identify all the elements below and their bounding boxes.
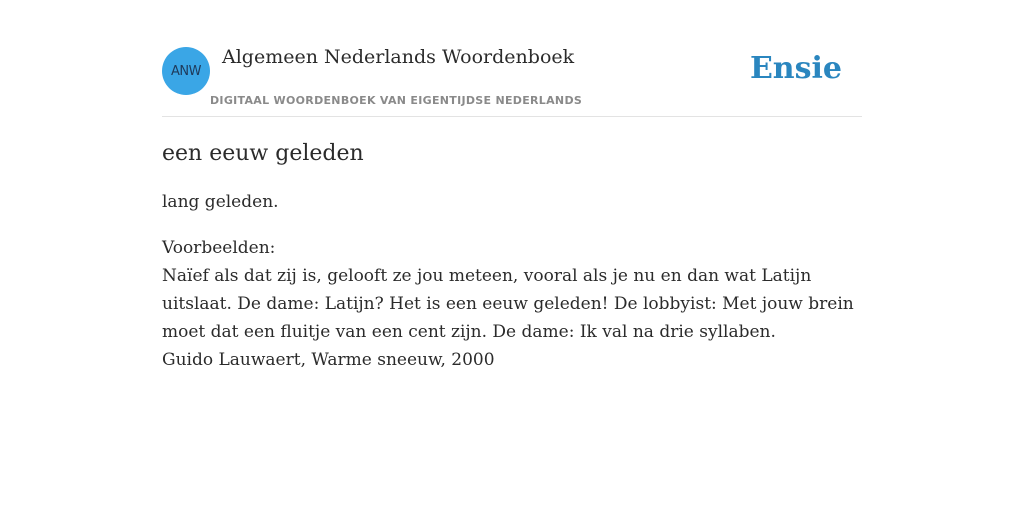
site-title[interactable]: Algemeen Nederlands Woordenboek <box>222 46 575 68</box>
entry-content <box>162 138 862 374</box>
example-source: Guido Lauwaert, Warme sneeuw, 2000 <box>162 350 495 370</box>
site-header <box>162 0 862 117</box>
ensie-brand-link[interactable]: Ensie <box>749 51 842 86</box>
examples-label: Voorbeelden: <box>162 238 276 258</box>
entry-headword: een eeuw geleden <box>162 141 364 166</box>
anw-logo[interactable] <box>162 47 210 95</box>
entry-examples <box>162 234 862 374</box>
example-text: Naïef als dat zij is, gelooft ze jou meteen, vooral als je nu en dan wat Latijn uitslaat. De dame: Latijn? Het is een eeuw geleden! De lobbyist: Met jouw brein moet dat een fluitje van een cent zijn. De dame: Ik val na drie syllaben. <box>162 266 854 342</box>
entry-definition: lang geleden. <box>162 192 279 212</box>
logo-text: ANW <box>171 63 201 79</box>
site-subtitle: DIGITAAL WOORDENBOEK VAN EIGENTIJDSE NEDERLANDS <box>210 94 583 107</box>
